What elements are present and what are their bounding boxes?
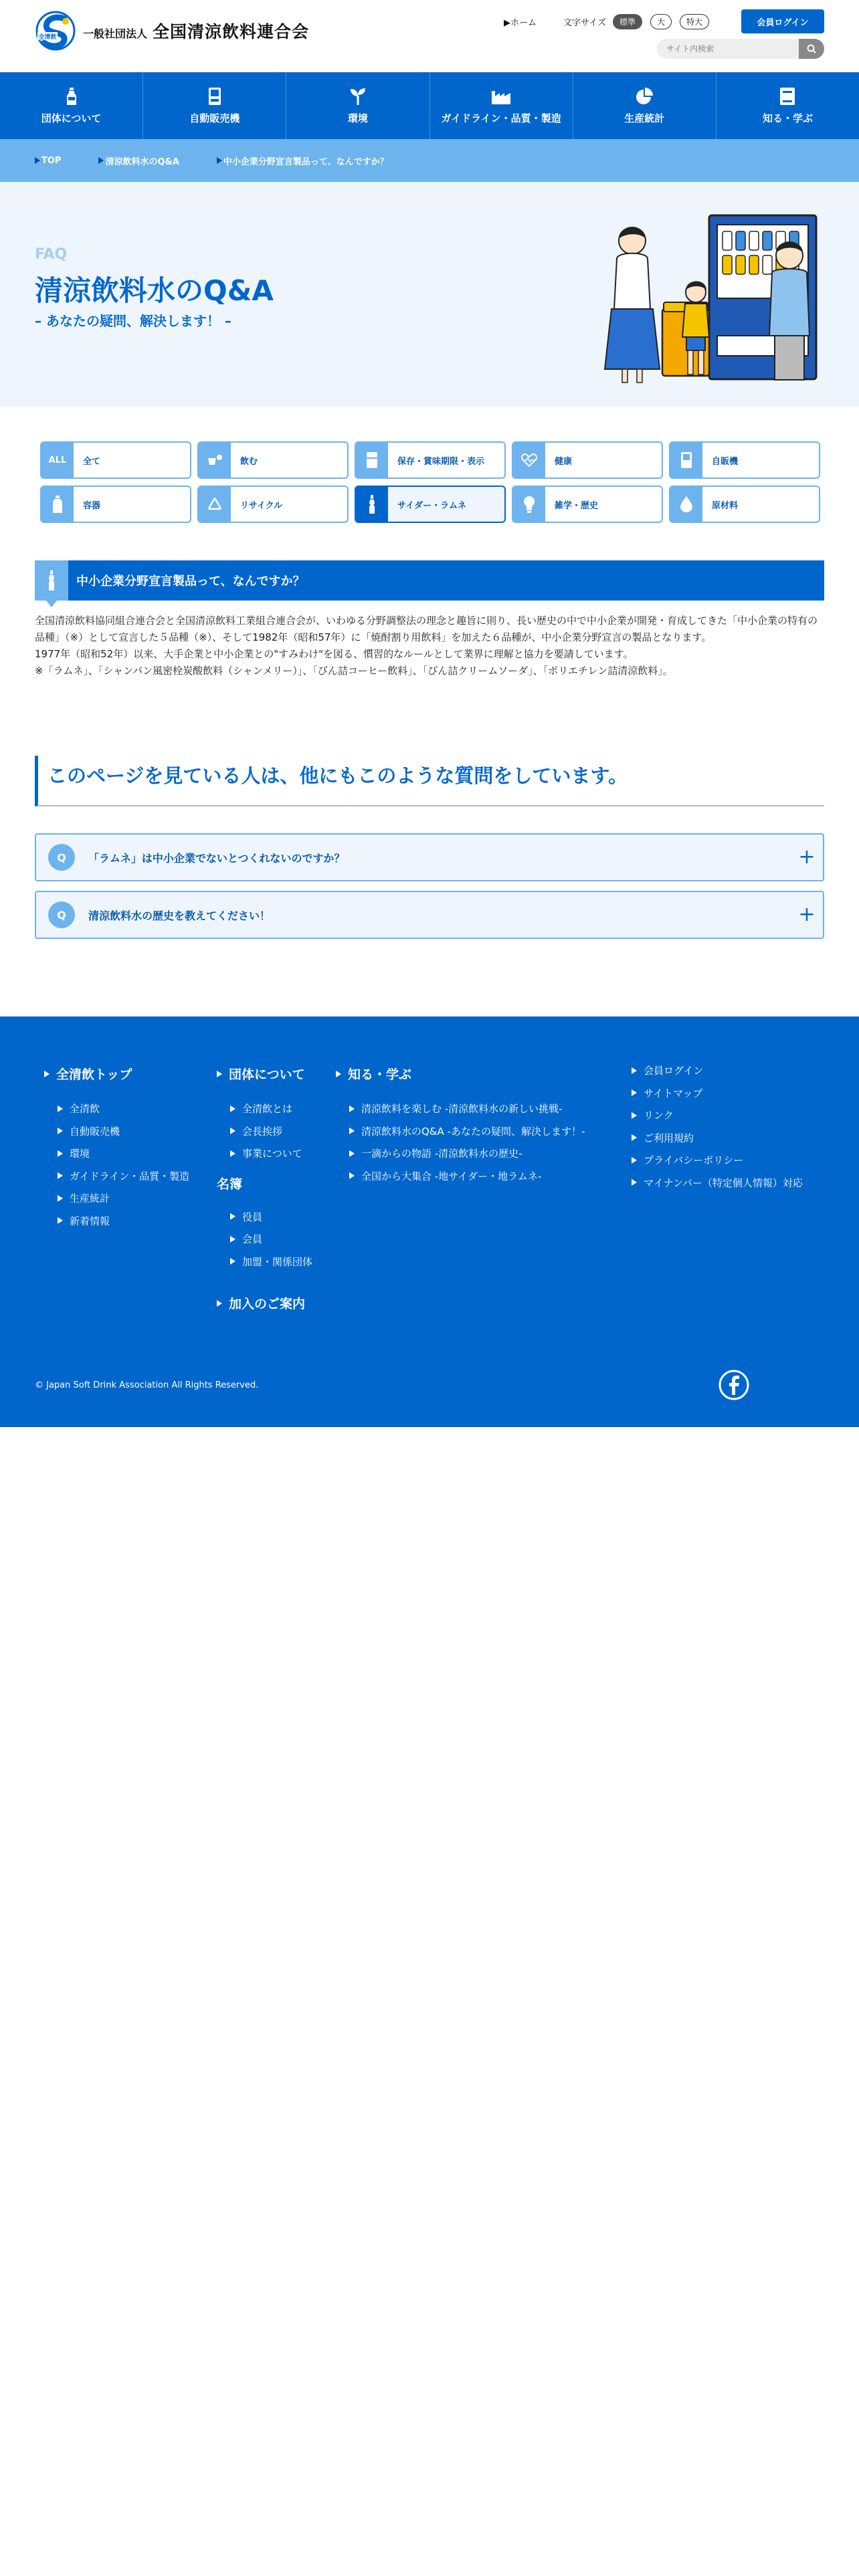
related-question-text: 「ラムネ」は中小企業でないとつくれないのですか？	[88, 851, 345, 865]
footer-link[interactable]: 加盟・関係団体	[217, 1251, 312, 1273]
search-input[interactable]	[657, 39, 799, 59]
footer-col-utility	[618, 1059, 803, 1194]
footer-link[interactable]: ガイドライン・品質・製造	[44, 1165, 189, 1188]
member-login-button[interactable]: 会員ログイン	[741, 9, 824, 33]
footer-heading[interactable]: 団体について	[217, 1065, 312, 1083]
site-footer	[0, 1016, 859, 1427]
footer-heading[interactable]: 全清飲トップ	[44, 1065, 189, 1083]
category-filter-grid	[40, 441, 819, 523]
vending-machine-icon	[670, 443, 702, 477]
site-search	[657, 39, 824, 59]
logo-badge-text: 全清飲	[38, 34, 57, 41]
water-drop-icon	[670, 487, 702, 522]
related-questions-heading: このページを見ている人は、他にもこのような質問をしています。	[35, 756, 824, 807]
nav-item-about[interactable]	[0, 72, 143, 139]
nav-item-guideline[interactable]	[430, 72, 573, 139]
category-ingredients[interactable]: 原材料	[669, 486, 820, 523]
container-icon	[41, 487, 74, 522]
site-logo[interactable]	[35, 11, 309, 51]
org-name: 全国清涼飲料連合会	[153, 22, 310, 41]
footer-link[interactable]: 事業について	[217, 1142, 312, 1165]
category-recycle[interactable]: リサイクル	[197, 486, 349, 523]
footer-link[interactable]: 全国から大集合 -地サイダー・地ラムネ-	[336, 1165, 585, 1188]
footer-link[interactable]: 自動販売機	[44, 1120, 189, 1143]
nav-label: 生産統計	[624, 112, 665, 124]
related-question-item[interactable]	[35, 833, 824, 881]
factory-icon	[492, 87, 510, 106]
footer-link[interactable]: 清涼飲料を楽しむ -清涼飲料水の新しい挑戦-	[336, 1097, 585, 1120]
related-question-text: 清涼飲料水の歴史を教えてください！	[88, 909, 271, 922]
font-size-large-button[interactable]: 大	[650, 14, 672, 29]
logo-mark-icon	[35, 11, 76, 51]
hero-eyebrow: FAQ	[35, 246, 68, 263]
pour-icon	[199, 443, 231, 477]
font-size-standard-button[interactable]: 標準	[613, 14, 642, 29]
lightbulb-icon	[513, 487, 545, 522]
hero	[0, 182, 859, 407]
bottle-icon	[66, 87, 77, 106]
book-icon	[780, 87, 795, 106]
footer-link[interactable]: サイトマップ	[618, 1082, 803, 1105]
footer-link[interactable]: 新着情報	[44, 1210, 189, 1232]
footer-link[interactable]: 役員	[217, 1206, 312, 1228]
footer-subheading: 名簿	[217, 1176, 243, 1192]
nav-item-statistics[interactable]	[573, 72, 717, 139]
vending-machine-icon	[209, 87, 221, 106]
pie-chart-icon	[636, 87, 653, 106]
footer-link[interactable]: 全清飲とは	[217, 1097, 312, 1120]
nav-label: 環境	[347, 112, 368, 124]
category-container[interactable]: 容器	[40, 486, 191, 523]
footer-link[interactable]: 会長挨拶	[217, 1120, 312, 1143]
sprout-icon	[349, 87, 367, 106]
copyright: © Japan Soft Drink Association All Rights Reserved.	[35, 1380, 259, 1390]
fridge-icon	[356, 443, 388, 477]
breadcrumb-item-faq[interactable]: 清涼飲料水のQ&A	[98, 154, 179, 167]
footer-col-learn	[336, 1065, 585, 1187]
answer-footnote: ※「ラムネ」、「シャンパン風密栓炭酸飲料（シャンメリー）」、「びん詰コーヒー飲料」、「びん詰クリームソーダ」、「ポリエチレン詰清涼飲料」。	[35, 665, 673, 677]
footer-link[interactable]: 会員	[217, 1228, 312, 1251]
global-nav	[0, 72, 859, 139]
category-trivia[interactable]: 雑学・歴史	[512, 486, 663, 523]
nav-label: ガイドライン・品質・製造	[441, 112, 561, 124]
plus-icon[interactable]: +	[798, 903, 816, 926]
facebook-icon[interactable]	[719, 1370, 749, 1400]
heart-icon	[513, 443, 545, 477]
nav-item-environment[interactable]	[286, 72, 430, 139]
footer-link[interactable]: 一滴からの物語 -清涼飲料水の歴史-	[336, 1142, 585, 1165]
footer-link[interactable]: 会員ログイン	[618, 1059, 803, 1082]
footer-heading[interactable]: 知る・学ぶ	[336, 1065, 585, 1083]
nav-item-vending[interactable]	[143, 72, 286, 139]
recycle-icon	[199, 487, 231, 522]
footer-link[interactable]: マイナンバー（特定個人情報）対応	[618, 1172, 803, 1194]
footer-col-about	[217, 1065, 312, 1327]
breadcrumb-item-top[interactable]: TOP	[35, 156, 61, 166]
category-drink[interactable]: 飲む	[197, 441, 349, 479]
category-all[interactable]: ALL 全て	[40, 441, 191, 479]
footer-link[interactable]: 環境	[44, 1142, 189, 1165]
footer-link[interactable]: 清涼飲料水のQ&A -あなたの疑問、解決します！-	[336, 1120, 585, 1143]
home-link[interactable]: ▶ホーム	[503, 17, 537, 28]
ramune-bottle-icon	[35, 560, 68, 601]
related-question-item[interactable]	[35, 891, 824, 939]
footer-link[interactable]: 全清飲	[44, 1097, 189, 1120]
nav-label: 団体について	[41, 112, 102, 124]
footer-link[interactable]: 生産統計	[44, 1187, 189, 1210]
all-icon: ALL	[41, 443, 74, 477]
plus-icon[interactable]: +	[798, 845, 816, 869]
category-vending[interactable]: 自販機	[669, 441, 820, 479]
breadcrumb	[0, 139, 859, 182]
nav-label: 知る・学ぶ	[762, 112, 813, 124]
category-storage[interactable]: 保存・賞味期限・表示	[355, 441, 506, 479]
font-size-xlarge-button[interactable]: 特大	[680, 14, 709, 29]
category-health[interactable]: 健康	[512, 441, 663, 479]
breadcrumb-item-current: 中小企業分野宣言製品って、なんですか？	[217, 154, 389, 167]
site-header	[0, 0, 859, 72]
family-vending-machine-illustration	[602, 209, 823, 389]
org-type: 一般社団法人	[83, 27, 148, 40]
utility-links	[504, 9, 824, 33]
question-title: 中小企業分野宣言製品って、なんですか？	[76, 574, 305, 588]
hero-subtitle: – あなたの疑問、解決します！ –	[35, 313, 231, 329]
category-ramune[interactable]: サイダー・ラムネ	[355, 486, 506, 523]
footer-link[interactable]: リンク	[618, 1104, 803, 1127]
q-badge: Q	[48, 901, 75, 928]
search-button[interactable]	[799, 39, 824, 59]
q-badge: Q	[48, 844, 75, 871]
footer-link[interactable]: ご利用規約	[618, 1127, 803, 1150]
answer-body	[35, 613, 824, 679]
search-icon	[807, 44, 816, 53]
answer-paragraph: 全国清涼飲料協同組合連合会と全国清涼飲料工業組合連合会が、いわゆる分野調整法の理念と趣旨に則り、長い歴史の中で中小企業が開発・育成してきた「中小企業の特有の品種」（※）として宣言した５品種（※）、そして1982年（昭和57年）に「焼酎割り用飲料」を加えた６品種が、中小企業分野宣言の製品となります。	[35, 615, 818, 643]
footer-link[interactable]: プライバシーポリシー	[618, 1149, 803, 1172]
footer-heading[interactable]: 加入のご案内	[217, 1294, 312, 1312]
font-size-label: 文字サイズ	[563, 17, 606, 28]
answer-paragraph: 1977年（昭和52年）以来、大手企業と中小企業との"すみわけ"を図る、慣習的なルールとして業界に理解と協力を要請しています。	[35, 648, 634, 660]
footer-col-top	[44, 1065, 189, 1232]
nav-item-learn[interactable]	[717, 72, 859, 139]
ramune-bottle-icon	[356, 487, 388, 522]
question-heading	[35, 560, 824, 601]
nav-label: 自動販売機	[189, 112, 240, 124]
page-title: 清涼飲料水のQ&A	[35, 274, 274, 307]
